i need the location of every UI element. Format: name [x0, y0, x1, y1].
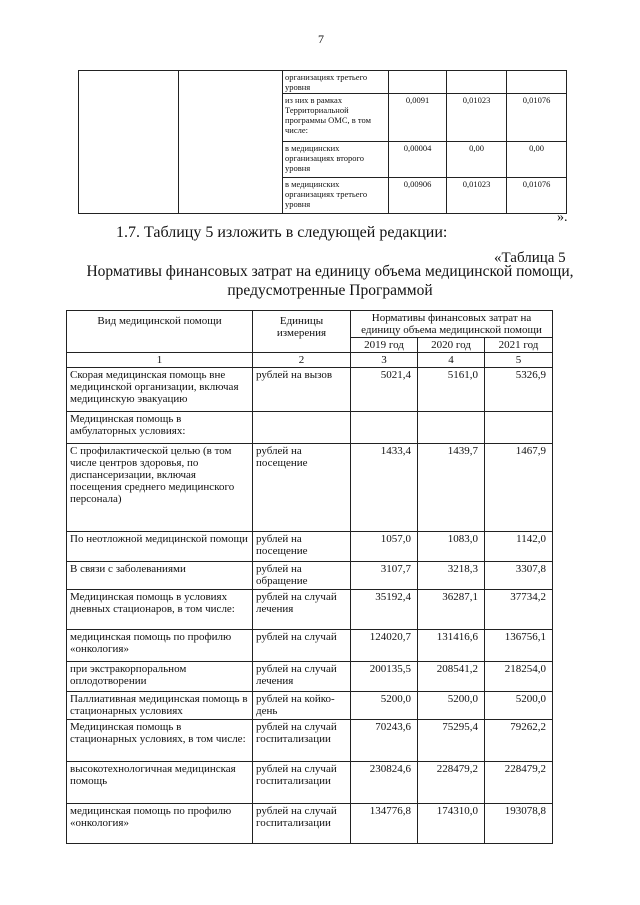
top-row-value-2021: 0,01076 [507, 178, 567, 214]
row-value-2019: 134776,8 [351, 804, 418, 844]
row-type: Медицинская помощь в амбулаторных условиях: [67, 412, 253, 444]
column-number-row [67, 353, 553, 368]
top-row-value-2020: 0,01023 [447, 94, 507, 142]
row-type: В связи с заболеваниями [67, 562, 253, 590]
row-unit: рублей на обращение [253, 562, 351, 590]
table-label: «Таблица 5 [494, 250, 566, 266]
row-value-2019: 5200,0 [351, 692, 418, 720]
row-unit: рублей на посещение [253, 532, 351, 562]
table-row [67, 662, 553, 692]
row-value-2019: 1433,4 [351, 444, 418, 532]
row-type: при экстракорпоральном оплодотворении [67, 662, 253, 692]
closing-quote: ». [557, 210, 568, 225]
top-row-value-2021: 0,00 [507, 142, 567, 178]
table-row [67, 762, 553, 804]
top-row-label: в медицинских организациях второго уровня [283, 142, 389, 178]
row-value-2021: 228479,2 [485, 762, 553, 804]
table-row [67, 630, 553, 662]
row-unit: рублей на случай лечения [253, 662, 351, 692]
table-title: Нормативы финансовых затрат на единицу объема медицинской помощи, предусмотренные Программой [86, 263, 574, 299]
row-type: Паллиативная медицинская помощь в стационарных условиях [67, 692, 253, 720]
row-value-2021: 193078,8 [485, 804, 553, 844]
row-value-2021: 3307,8 [485, 562, 553, 590]
top-row-value-2019: 0,00906 [389, 178, 447, 214]
empty-cell [79, 71, 179, 214]
row-value-2021: 1467,9 [485, 444, 553, 532]
amendment-paragraph: 1.7. Таблицу 5 изложить в следующей редакции: [116, 224, 448, 241]
row-value-2021: 5326,9 [485, 368, 553, 412]
row-unit: рублей на случай госпитализации [253, 720, 351, 762]
table-row [67, 720, 553, 762]
top-row-value-2019: 0,0091 [389, 94, 447, 142]
row-type: Скорая медицинская помощь вне медицинской организации, включая медицинскую эвакуацию [67, 368, 253, 412]
top-row-label: организациях третьего уровня [283, 71, 389, 94]
row-value-2020: 5161,0 [418, 368, 485, 412]
row-value-2019: 230824,6 [351, 762, 418, 804]
row-value-2019: 124020,7 [351, 630, 418, 662]
table-row [67, 590, 553, 630]
top-row-value-2020: 0,01023 [447, 178, 507, 214]
row-value-2019 [351, 412, 418, 444]
table-row [67, 692, 553, 720]
row-type: С профилактической целью (в том числе центров здоровья, по диспансеризации, включая посещения среднего медицинского персонала) [67, 444, 253, 532]
column-number: 2 [253, 353, 351, 368]
row-value-2020: 208541,2 [418, 662, 485, 692]
row-value-2019: 35192,4 [351, 590, 418, 630]
row-value-2021: 37734,2 [485, 590, 553, 630]
norms-table [66, 310, 553, 844]
header-year-2020: 2020 год [418, 338, 485, 353]
row-value-2021: 5200,0 [485, 692, 553, 720]
column-number: 5 [485, 353, 553, 368]
top-row-value-2020 [447, 71, 507, 94]
row-value-2020 [418, 412, 485, 444]
row-type: Медицинская помощь в условиях дневных стационаров, в том числе: [67, 590, 253, 630]
header-units: Единицы измерения [253, 311, 351, 353]
top-table-row [79, 71, 567, 94]
table-row [67, 532, 553, 562]
column-number: 1 [67, 353, 253, 368]
row-unit [253, 412, 351, 444]
table-row [67, 804, 553, 844]
column-number: 4 [418, 353, 485, 368]
page-number: 7 [318, 32, 324, 46]
top-row-label: в медицинских организациях третьего уровня [283, 178, 389, 214]
row-unit: рублей на посещение [253, 444, 351, 532]
row-value-2021: 1142,0 [485, 532, 553, 562]
row-value-2020: 1439,7 [418, 444, 485, 532]
header-year-2019: 2019 год [351, 338, 418, 353]
column-number: 3 [351, 353, 418, 368]
table-row [67, 412, 553, 444]
row-value-2021: 218254,0 [485, 662, 553, 692]
row-unit: рублей на койко-день [253, 692, 351, 720]
header-year-2021: 2021 год [485, 338, 553, 353]
header-norms: Нормативы финансовых затрат на единицу объема медицинской помощи [351, 311, 553, 338]
row-value-2020: 3218,3 [418, 562, 485, 590]
row-type: высокотехнологичная медицинская помощь [67, 762, 253, 804]
row-unit: рублей на вызов [253, 368, 351, 412]
row-value-2019: 70243,6 [351, 720, 418, 762]
row-unit: рублей на случай [253, 630, 351, 662]
empty-cell [179, 71, 283, 214]
row-value-2020: 1083,0 [418, 532, 485, 562]
row-type: медицинская помощь по профилю «онкология» [67, 630, 253, 662]
top-row-label: из них в рамках Территориальной программы ОМС, в том числе: [283, 94, 389, 142]
row-value-2020: 131416,6 [418, 630, 485, 662]
top-row-value-2019: 0,00004 [389, 142, 447, 178]
top-row-value-2021: 0,01076 [507, 94, 567, 142]
row-value-2020: 228479,2 [418, 762, 485, 804]
top-row-value-2020: 0,00 [447, 142, 507, 178]
row-value-2019: 200135,5 [351, 662, 418, 692]
top-row-value-2021 [507, 71, 567, 94]
continued-table [78, 70, 567, 214]
row-type: По неотложной медицинской помощи [67, 532, 253, 562]
row-value-2021: 136756,1 [485, 630, 553, 662]
table-row [67, 368, 553, 412]
row-unit: рублей на случай госпитализации [253, 762, 351, 804]
row-unit: рублей на случай лечения [253, 590, 351, 630]
table-row [67, 562, 553, 590]
row-value-2020: 174310,0 [418, 804, 485, 844]
row-value-2020: 75295,4 [418, 720, 485, 762]
row-type: Медицинская помощь в стационарных условиях, в том числе: [67, 720, 253, 762]
row-value-2019: 1057,0 [351, 532, 418, 562]
table-row [67, 444, 553, 532]
row-type: медицинская помощь по профилю «онкология» [67, 804, 253, 844]
row-unit: рублей на случай госпитализации [253, 804, 351, 844]
row-value-2020: 5200,0 [418, 692, 485, 720]
row-value-2019: 3107,7 [351, 562, 418, 590]
header-type: Вид медицинской помощи [67, 311, 253, 353]
row-value-2019: 5021,4 [351, 368, 418, 412]
row-value-2021: 79262,2 [485, 720, 553, 762]
row-value-2021 [485, 412, 553, 444]
top-row-value-2019 [389, 71, 447, 94]
row-value-2020: 36287,1 [418, 590, 485, 630]
